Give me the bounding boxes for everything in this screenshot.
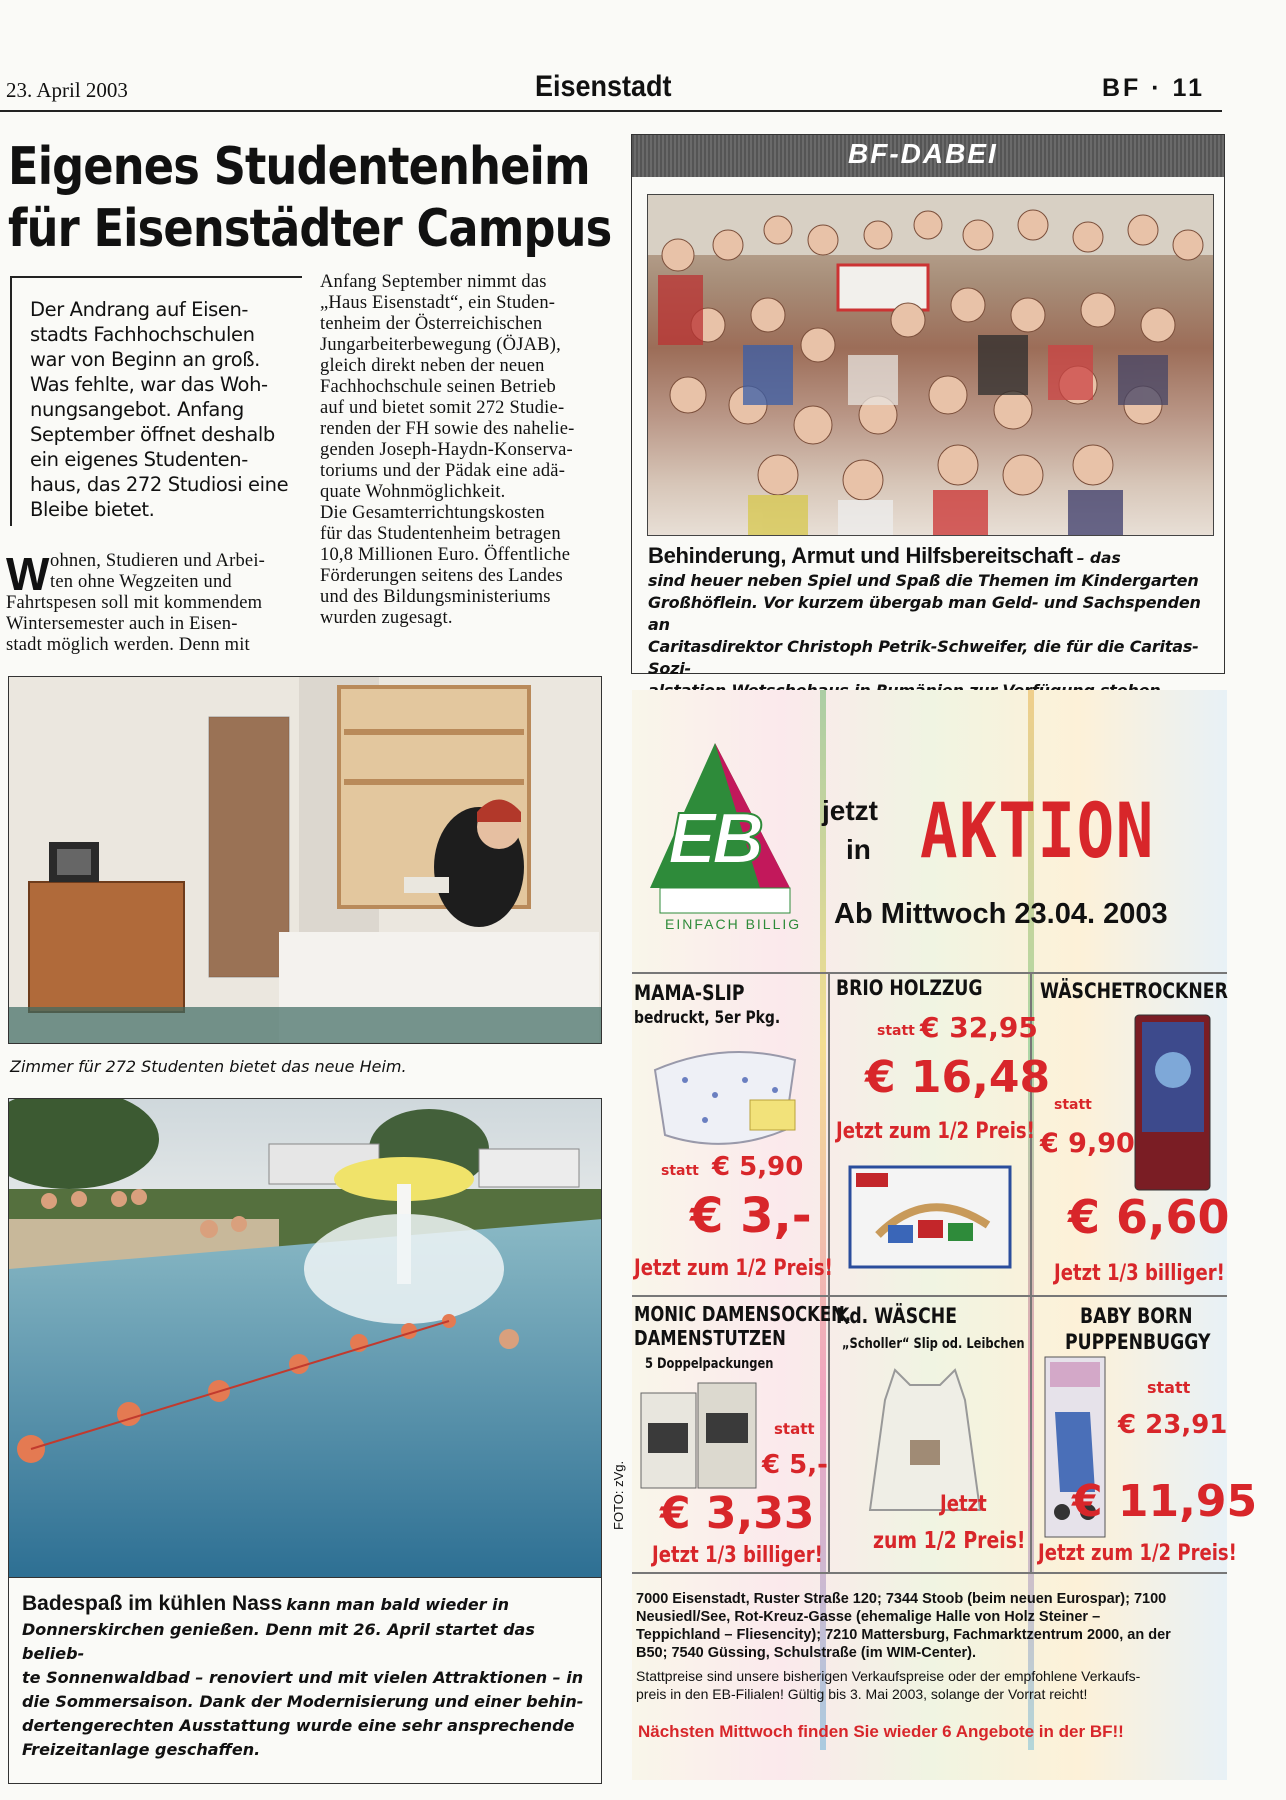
body-line: ohnen, Studieren und Arbei- [50, 551, 266, 571]
promo-text: Jetzt [940, 1492, 987, 1517]
body-line: Fachhochschule seinen Betrieb [320, 377, 556, 397]
lead-line: war von Beginn an groß. [30, 348, 260, 371]
lead-line: nungsangebot. Anfang [30, 398, 244, 421]
body-col2 [320, 272, 602, 629]
body-line: genden Joseph-Haydn-Konserva- [320, 440, 573, 460]
body-line: Fahrtspesen soll mit kommendem [6, 593, 263, 613]
product-name: MONIC DAMENSOCKEN, [634, 1302, 852, 1326]
pool-caption-bold: Badespaß im kühlen Nass [22, 1592, 283, 1615]
socks-product-image [636, 1378, 761, 1493]
body-line: renden der FH sowie des nahelie- [320, 419, 575, 439]
body-line: gleich direkt neben der neuen [320, 356, 545, 376]
slip-product-image [645, 1040, 805, 1155]
statt-label: statt [661, 1163, 699, 1179]
promo-text: Jetzt zum 1/2 Preis! [634, 1256, 833, 1281]
product-subtitle: 5 Doppelpackungen [645, 1356, 774, 1372]
product-subtitle: „Scholler“ Slip od. Leibchen [842, 1336, 1025, 1352]
promo-text: Jetzt 1/3 billiger! [1054, 1261, 1225, 1286]
store-addresses [636, 1590, 1221, 1662]
old-price: € 9,90 [1040, 1128, 1135, 1159]
grid-line [632, 1572, 1227, 1574]
header-rule [0, 110, 1222, 112]
children-illustration [648, 195, 1213, 535]
address-line: Neusiedl/See, Rot-Kreuz-Gasse (ehemalige Halle von Holz Steiner – [636, 1609, 1101, 1625]
statt-label: statt [877, 1023, 915, 1039]
product-subtitle: DAMENSTUTZEN [634, 1326, 786, 1350]
bf-dabei-caption-line: – das [1076, 549, 1121, 567]
ad-in: in [846, 834, 871, 865]
body-line: Jungarbeiterbewegung (ÖJAB), [320, 335, 561, 355]
train-product-image [848, 1165, 1013, 1270]
pool-illustration [9, 1099, 602, 1578]
lead-line: stadts Fachhochschulen [30, 323, 255, 346]
body-line: tenheim der Österreichischen [320, 314, 543, 334]
lead-line: Der Andrang auf Eisen- [30, 298, 249, 321]
body-line: Anfang September nimmt das [320, 272, 547, 292]
body-line: „Haus Eisenstadt“, ein Studen- [320, 293, 556, 313]
body-line: Förderungen seitens des Landes [320, 566, 563, 586]
address-line: 7000 Eisenstadt, Ruster Straße 120; 7344 Stoob (beim neuen Eurospar); 7100 [636, 1591, 1167, 1607]
pool-caption-line: Donnerskirchen genießen. Denn mit 26. April startet das belieb- [22, 1620, 535, 1663]
promo-text: Jetzt zum 1/2 Preis! [1038, 1541, 1237, 1566]
product-name: BRIO HOLZZUG [836, 976, 983, 1000]
issue-date: 23. April 2003 [6, 78, 128, 102]
statt-label: statt [774, 1420, 815, 1438]
lead-line: ein eigenes Studenten- [30, 448, 248, 471]
body-line: quate Wohnmöglichkeit. [320, 482, 506, 502]
grid-line [632, 972, 1227, 974]
product-subtitle: PUPPENBUGGY [1065, 1330, 1211, 1354]
promo-text: Jetzt zum 1/2 Preis! [836, 1119, 1035, 1144]
pool-caption-line: kann man bald wieder in [286, 1595, 509, 1614]
old-price: € 5,- [762, 1450, 828, 1480]
pool-caption-line: te Sonnenwaldbad – renoviert und mit vielen Attraktionen – in [22, 1668, 584, 1687]
bf-dabei-caption-bold: Behinderung, Armut und Hilfsbereitschaft [648, 543, 1073, 568]
statt-label: statt [1054, 1097, 1092, 1113]
ad-disclaimer [636, 1667, 1221, 1703]
section-title: Eisenstadt [535, 70, 672, 103]
drop-cap: W [6, 548, 50, 600]
body-line: ten ohne Wegzeiten und [50, 572, 232, 592]
product-subtitle: bedruckt, 5er Pkg. [634, 1008, 781, 1028]
room-illustration [9, 677, 602, 1044]
product-name: BABY BORN [1080, 1304, 1193, 1328]
bf-dabei-caption-line: sind heuer neben Spiel und Spaß die Themen im Kindergarten [648, 571, 1199, 590]
statt-label: statt [1147, 1378, 1191, 1397]
body-line: und des Bildungsministeriums [320, 587, 551, 607]
address-line: Teppichland – Fliesencity); 7210 Mattersburg, Fachmarktzentrum 2000, an der [636, 1627, 1171, 1643]
old-price: € 23,91 [1118, 1410, 1228, 1440]
body-col1-dropcap-lines [50, 551, 290, 593]
pool-caption-line: Freizeitanlage geschaffen. [22, 1740, 261, 1759]
body-line: 10,8 Millionen Euro. Öffentliche [320, 545, 571, 565]
dryer-product-image [1130, 1010, 1215, 1195]
lead-line: September öffnet deshalb [30, 423, 275, 446]
bf-dabei-caption [648, 543, 1218, 569]
bf-dabei-title: BF-DABEI [848, 138, 998, 169]
body-line: für das Studentenheim betragen [320, 524, 561, 544]
ad-date-line: Ab Mittwoch 23.04. 2003 [834, 898, 1168, 930]
lead-line: Bleibe bietet. [30, 498, 155, 521]
promo-text: Jetzt 1/3 billiger! [652, 1543, 823, 1568]
new-price: € 3,- [690, 1188, 812, 1244]
pool-caption-line: die Sommersaison. Dank der Modernisierung und einer behin- [22, 1692, 584, 1711]
ad-jetzt: jetzt [822, 795, 878, 826]
lead-line: Was fehlte, war das Woh- [30, 373, 268, 396]
lead-top-rule [10, 276, 302, 278]
body-line: toriums und der Pädak eine adä- [320, 461, 566, 481]
body-line: Wintersemester auch in Eisen- [6, 614, 238, 634]
new-price: € 3,33 [660, 1488, 815, 1539]
pool-caption-head [22, 1592, 597, 1616]
disclaimer-line: Stattpreise sind unsere bisherigen Verkaufspreise oder der empfohlene Verkaufs- [636, 1668, 1141, 1684]
new-price: € 11,95 [1072, 1476, 1258, 1527]
address-line: B50; 7540 Güssing, Schulstraße (im WIM-Center). [636, 1645, 977, 1661]
pool-caption-body [22, 1618, 597, 1762]
ad-aktion: AKTION [920, 786, 1155, 875]
photo-credit: FOTO: zVg. [611, 1460, 626, 1530]
headline-line-1: Eigenes Studentenheim [8, 137, 590, 197]
new-price: € 6,60 [1068, 1190, 1230, 1244]
lead-paragraph [30, 297, 310, 522]
kindergarten-group-photo [647, 194, 1214, 536]
page-number: BF · 11 [1102, 74, 1205, 102]
headline-line-2: für Eisenstädter Campus [8, 199, 612, 259]
disclaimer-line: preis in den EB-Filialen! Gültig bis 3. Mai 2003, solange der Vorrat reicht! [636, 1686, 1088, 1702]
body-line: Die Gesamterrichtungskosten [320, 503, 545, 523]
bf-dabei-caption-body [648, 570, 1223, 702]
pool-photo [8, 1098, 602, 1578]
new-price: € 16,48 [865, 1052, 1051, 1103]
lead-left-rule [10, 276, 12, 526]
grid-line [632, 1295, 1227, 1297]
bf-dabei-caption-line: Großhöflein. Vor kurzem übergab man Geld- und Sachspenden an [648, 593, 1201, 634]
promo-text: zum 1/2 Preis! [873, 1528, 1026, 1554]
body-line: auf und bietet somit 272 Studie- [320, 398, 565, 418]
body-line: stadt möglich werden. Denn mit [6, 635, 250, 655]
body-col1 [6, 593, 290, 656]
eb-logo-tagline: EINFACH BILLIG [665, 916, 802, 932]
student-room-photo [8, 676, 602, 1044]
old-price: € 32,95 [920, 1011, 1038, 1044]
product-name: WÄSCHETROCKNER [1040, 979, 1228, 1003]
bf-dabei-caption-line: Caritasdirektor Christoph Petrik-Schweifer, die für die Caritas-Sozi- [648, 637, 1199, 678]
eb-logo-letters: EB [668, 799, 761, 879]
room-caption: Zimmer für 272 Studenten bietet das neue Heim. [10, 1057, 407, 1076]
product-name: MAMA-SLIP [634, 981, 745, 1005]
body-line: wurden zugesagt. [320, 608, 453, 628]
ad-footer: Nächsten Mittwoch finden Sie wieder 6 Angebote in der BF!! [638, 1722, 1124, 1741]
old-price: € 5,90 [712, 1152, 804, 1182]
product-name: Kd. WÄSCHE [836, 1304, 957, 1328]
lead-line: haus, das 272 Studiosi eine [30, 473, 289, 496]
pool-caption-line: dertengerechten Ausstattung wurde eine sehr ansprechende [22, 1716, 575, 1735]
